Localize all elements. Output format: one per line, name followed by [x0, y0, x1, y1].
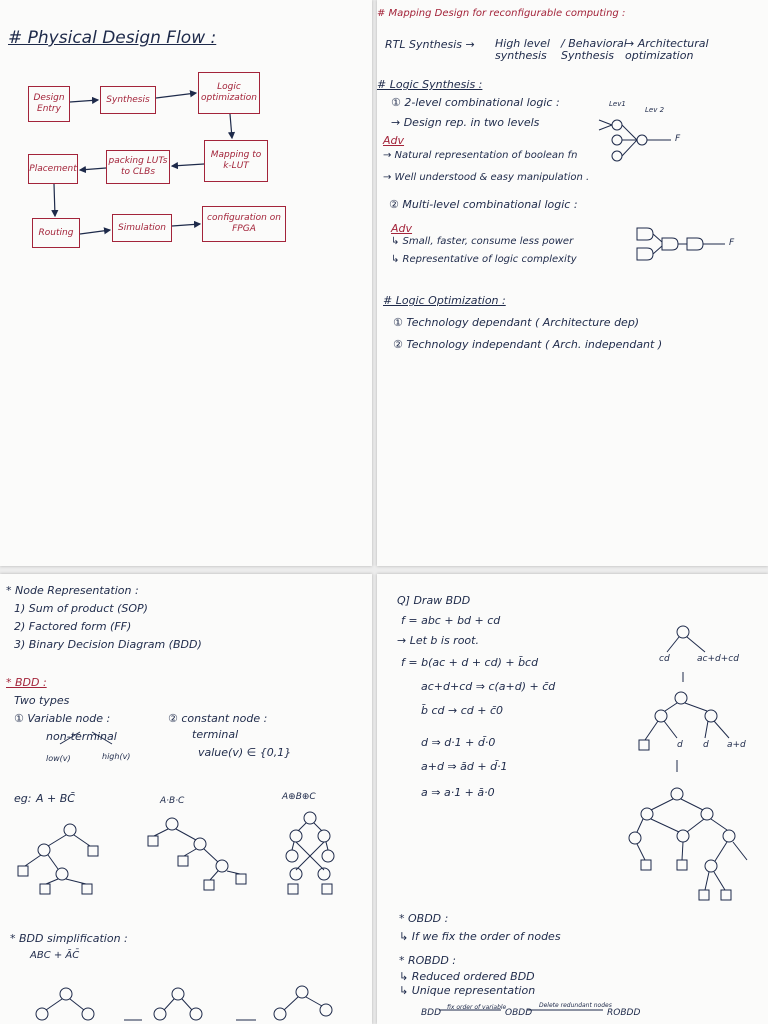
high-v: high(v)	[102, 752, 131, 761]
obdd-heading: * OBDD :	[399, 912, 449, 925]
chain-fix-order: fix order of variable	[447, 1004, 507, 1011]
multi-level-logic: ② Multi-level combinational logic :	[389, 198, 578, 211]
heading-mapping-design: # Mapping Design for reconfigurable computing :	[377, 8, 626, 19]
level-2-label: Lev 2	[645, 106, 665, 114]
simplification-expr: ABC + ĀC̄	[30, 950, 80, 961]
function-f: f = abc + bd + cd	[401, 614, 501, 627]
terminal: terminal	[192, 728, 239, 741]
robdd-heading: * ROBDD :	[399, 954, 456, 967]
flow-box-configuration-fpga: configuration on FPGA	[202, 206, 286, 242]
terminal-value: value(v) ∈ {0,1}	[198, 746, 292, 759]
expansion-5: a ⇒ a·1 + ā·0	[421, 786, 495, 799]
flow-box-design-entry: Design Entry	[28, 86, 70, 122]
robdd-reduced: ↳ Reduced ordered BDD	[399, 970, 535, 983]
flow-box-placement: Placement	[28, 154, 78, 184]
constant-node: ② constant node :	[168, 712, 268, 725]
chain-delete-redundant: Delete redundant nodes	[539, 1002, 612, 1009]
two-level-logic: ① 2-level combinational logic :	[391, 96, 560, 109]
tree2-d-1: d	[677, 740, 683, 750]
flow-box-mapping-to-k-lut: Mapping to k-LUT	[204, 140, 268, 182]
two-types: Two types	[14, 694, 70, 707]
expansion-3: d ⇒ d·1 + d̄·0	[421, 736, 496, 749]
tree1-right-label: ac+d+cd	[697, 654, 739, 664]
output-f-1: F	[675, 134, 681, 144]
adv-natural: → Natural representation of boolean fn	[383, 150, 578, 161]
two-level-design: → Design rep. in two levels	[391, 116, 540, 129]
bdd-simplification: * BDD simplification :	[10, 932, 128, 945]
expansion-4: a+d ⇒ ād + d̄·1	[421, 760, 508, 773]
node-rep-bdd: 3) Binary Decision Diagram (BDD)	[14, 638, 202, 651]
notebook-page-bdd-example	[377, 574, 768, 1024]
level-1-label: Lev1	[609, 100, 626, 108]
chain-obdd: OBDD	[505, 1008, 533, 1018]
page-title: # Physical Design Flow :	[8, 28, 217, 48]
heading-logic-synthesis: # Logic Synthesis :	[377, 78, 483, 91]
node-representation-heading: * Node Representation :	[6, 584, 139, 597]
tech-independant: ② Technology independant ( Arch. independant )	[393, 338, 663, 351]
variable-node: ① Variable node :	[14, 712, 111, 725]
function-f-expanded: f = b(ac + d + cd) + b̄cd	[401, 656, 539, 669]
flow-box-routing: Routing	[32, 218, 80, 248]
flow-behavioral: / Behavioral Synthesis	[561, 37, 627, 62]
flow-high-level: High level synthesis	[495, 37, 550, 62]
tree1-left-label: cd	[659, 654, 670, 664]
gate-sketches	[377, 0, 768, 566]
expansion-2: b̄ cd → cd + c̄0	[421, 704, 504, 717]
flow-arrows	[0, 0, 372, 566]
bdd-solution-trees	[377, 574, 768, 1024]
adv-well-understood: → Well understood & easy manipulation .	[383, 172, 590, 183]
low-v: low(v)	[46, 754, 71, 763]
node-rep-sop: 1) Sum of product (SOP)	[14, 602, 148, 615]
tree2-d-2: d	[703, 740, 709, 750]
chain-robdd: ROBDD	[607, 1008, 641, 1018]
flow-box-simulation: Simulation	[112, 214, 172, 242]
heading-logic-optimization: # Logic Optimization :	[383, 294, 506, 307]
node-rep-ff: 2) Factored form (FF)	[14, 620, 132, 633]
notebook-page-bdd	[0, 574, 372, 1024]
notebook-page-logic-synthesis	[377, 0, 768, 566]
expansion-1: ac+d+cd ⇒ c(a+d) + c̄d	[421, 680, 556, 693]
obdd-definition: ↳ If we fix the order of nodes	[399, 930, 561, 943]
flow-rtl: RTL Synthesis →	[385, 38, 475, 51]
tech-dependant: ① Technology dependant ( Architecture dep)	[393, 316, 640, 329]
notebook-page-physical-design-flow	[0, 0, 372, 566]
flow-architectural: → Architectural optimization	[625, 37, 709, 62]
flow-box-logic-optimization: Logic optimization	[198, 72, 260, 114]
adv-small-faster: ↳ Small, faster, consume less power	[391, 236, 574, 247]
adv-label-2: Adv	[391, 222, 413, 235]
output-f-2: F	[729, 238, 735, 248]
example-1-expr: A + BC̄	[36, 792, 75, 805]
bdd-example-diagrams	[0, 574, 372, 1024]
question-draw-bdd: Q] Draw BDD	[397, 594, 471, 607]
example-2-expr: A·B·C	[160, 796, 185, 806]
eg-label: eg:	[14, 792, 32, 805]
adv-label-1: Adv	[383, 134, 405, 147]
non-terminal: non-terminal	[46, 730, 117, 743]
example-3-expr: A⊕B⊕C	[282, 792, 316, 802]
bdd-heading: * BDD :	[6, 676, 47, 689]
flow-box-synthesis: Synthesis	[100, 86, 156, 114]
tree2-a-plus-d: a+d	[727, 740, 746, 750]
let-b-root: → Let b is root.	[397, 634, 479, 647]
adv-representative: ↳ Representative of logic complexity	[391, 254, 577, 265]
robdd-unique: ↳ Unique representation	[399, 984, 536, 997]
chain-bdd: BDD	[421, 1008, 442, 1018]
flow-box-packing-luts: packing LUTs to CLBs	[106, 150, 170, 184]
